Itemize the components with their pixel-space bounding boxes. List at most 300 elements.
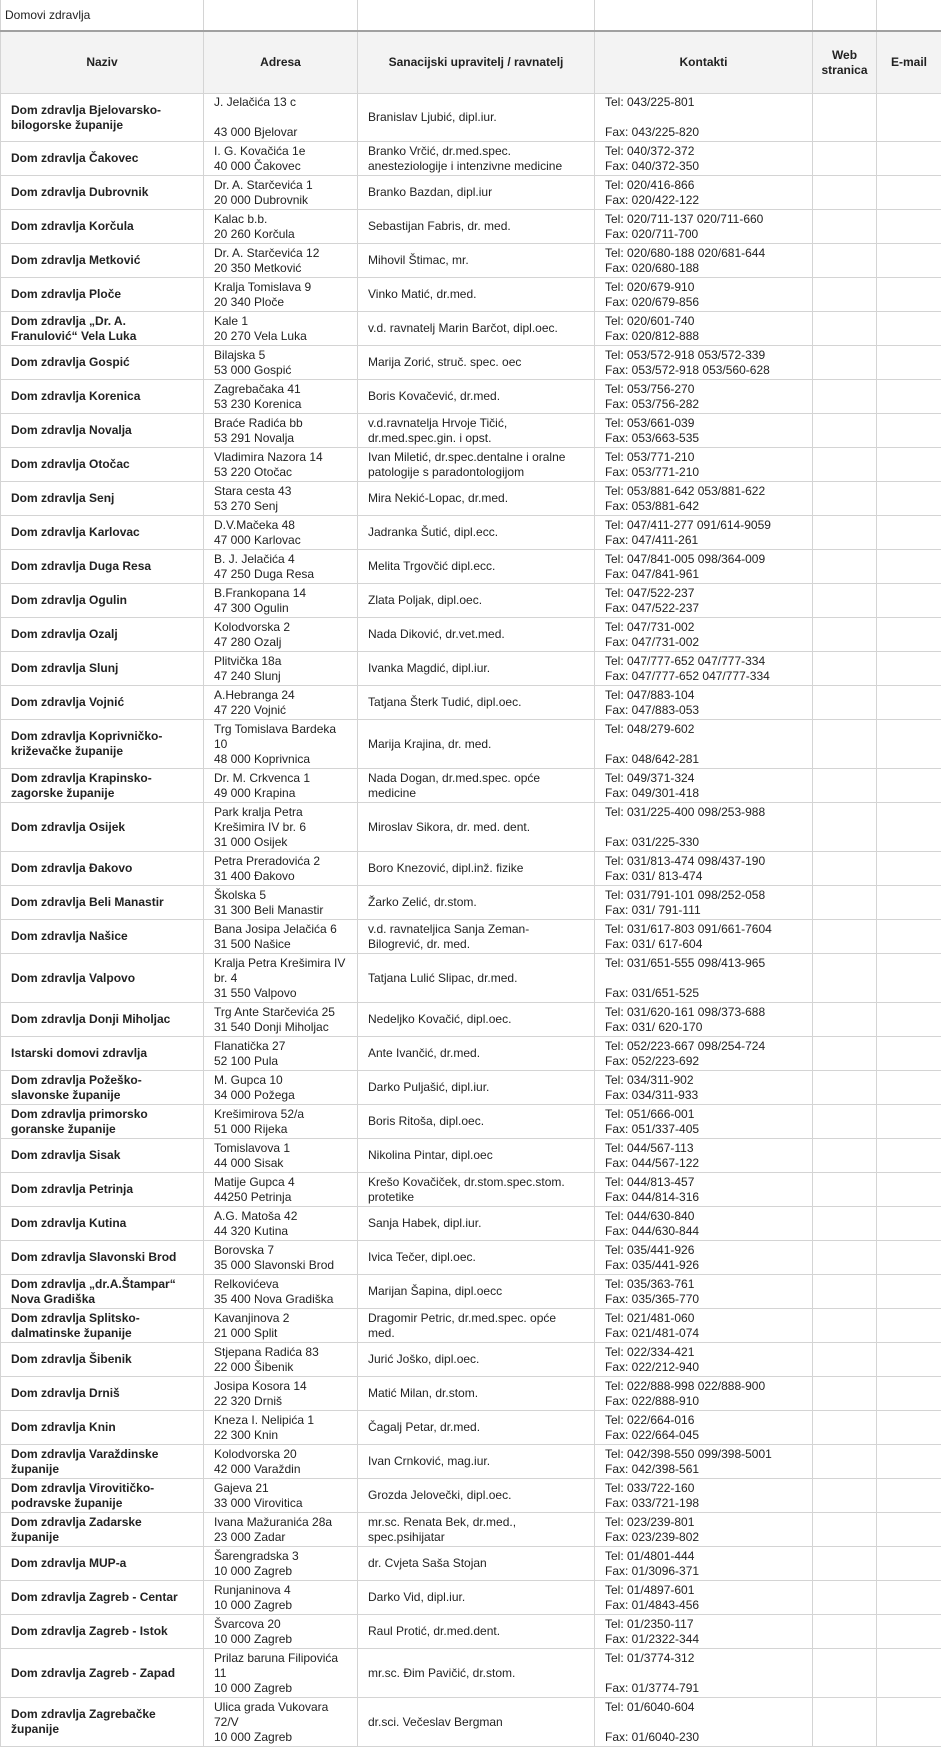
cell-kontakti: Tel: 034/311-902 Fax: 034/311-933 — [595, 1071, 813, 1105]
cell-web — [813, 1343, 877, 1377]
cell-upravitelj: Sanja Habek, dipl.iur. — [358, 1207, 595, 1241]
cell-email — [877, 1309, 941, 1343]
cell-adresa: Kneza I. Nelipića 1 22 300 Knin — [204, 1411, 358, 1445]
cell-web — [813, 142, 877, 176]
cell-web — [813, 278, 877, 312]
table-row — [1, 210, 941, 244]
cell-email — [877, 1241, 941, 1275]
cell-adresa: Stara cesta 43 53 270 Senj — [204, 482, 358, 516]
cell-email — [877, 1071, 941, 1105]
cell-upravitelj: Miroslav Sikora, dr. med. dent. — [358, 803, 595, 852]
cell-email — [877, 244, 941, 278]
cell-naziv: Dom zdravlja Zagreb - Istok — [1, 1615, 204, 1649]
cell-email — [877, 720, 941, 769]
cell-naziv: Dom zdravlja Ozalj — [1, 618, 204, 652]
cell-email — [877, 1547, 941, 1581]
cell-naziv: Dom zdravlja Korenica — [1, 380, 204, 414]
cell-adresa: D.V.Mačeka 48 47 000 Karlovac — [204, 516, 358, 550]
cell-adresa: Borovska 7 35 000 Slavonski Brod — [204, 1241, 358, 1275]
cell-naziv: Dom zdravlja Čakovec — [1, 142, 204, 176]
cell-kontakti: Tel: 044/630-840 Fax: 044/630-844 — [595, 1207, 813, 1241]
cell-email — [877, 1139, 941, 1173]
cell-kontakti: Tel: 020/679-910 Fax: 020/679-856 — [595, 278, 813, 312]
cell-email — [877, 886, 941, 920]
cell-kontakti: Tel: 053/661-039 Fax: 053/663-535 — [595, 414, 813, 448]
cell-adresa: Trg Ante Starčevića 25 31 540 Donji Miholjac — [204, 1003, 358, 1037]
cell-web — [813, 686, 877, 720]
cell-adresa: Kavanjinova 2 21 000 Split — [204, 1309, 358, 1343]
cell-naziv: Dom zdravlja Beli Manastir — [1, 886, 204, 920]
cell-naziv: Dom zdravlja Petrinja — [1, 1173, 204, 1207]
cell-adresa: Kralja Petra Krešimira IV br. 4 31 550 Valpovo — [204, 954, 358, 1003]
cell-upravitelj: Ivanka Magdić, dipl.iur. — [358, 652, 595, 686]
cell-upravitelj: Nada Dogan, dr.med.spec. opće medicine — [358, 769, 595, 803]
table-row — [1, 176, 941, 210]
cell-kontakti: Tel: 052/223-667 098/254-724 Fax: 052/223-692 — [595, 1037, 813, 1071]
table-row — [1, 380, 941, 414]
cell-web — [813, 803, 877, 852]
cell-adresa: Kolodvorska 20 42 000 Varaždin — [204, 1445, 358, 1479]
table-row — [1, 1309, 941, 1343]
cell-email — [877, 803, 941, 852]
table-row — [1, 652, 941, 686]
table-row — [1, 1139, 941, 1173]
cell-web — [813, 312, 877, 346]
cell-email — [877, 652, 941, 686]
cell-upravitelj: Mihovil Štimac, mr. — [358, 244, 595, 278]
cell-kontakti: Tel: 051/666-001 Fax: 051/337-405 — [595, 1105, 813, 1139]
cell-upravitelj: Raul Protić, dr.med.dent. — [358, 1615, 595, 1649]
cell-upravitelj: Mira Nekić-Lopac, dr.med. — [358, 482, 595, 516]
cell-email — [877, 1445, 941, 1479]
cell-naziv: Dom zdravlja Našice — [1, 920, 204, 954]
cell-email — [877, 1411, 941, 1445]
cell-adresa: A.Hebranga 24 47 220 Vojnić — [204, 686, 358, 720]
cell-adresa: Ivana Mažuranića 28a 23 000 Zadar — [204, 1513, 358, 1547]
page-title: Domovi zdravlja — [1, 0, 204, 31]
cell-kontakti: Tel: 035/363-761 Fax: 035/365-770 — [595, 1275, 813, 1309]
cell-naziv: Dom zdravlja Virovitičko-podravske županije — [1, 1479, 204, 1513]
cell-naziv: Dom zdravlja Ogulin — [1, 584, 204, 618]
cell-kontakti: Tel: 044/813-457 Fax: 044/814-316 — [595, 1173, 813, 1207]
cell-kontakti: Tel: 01/3774-312 Fax: 01/3774-791 — [595, 1649, 813, 1698]
cell-web — [813, 380, 877, 414]
cell-web — [813, 176, 877, 210]
cell-web — [813, 94, 877, 142]
cell-email — [877, 346, 941, 380]
cell-upravitelj: Boris Ritoša, dipl.oec. — [358, 1105, 595, 1139]
cell-adresa: Vladimira Nazora 14 53 220 Otočac — [204, 448, 358, 482]
cell-kontakti: Tel: 053/771-210 Fax: 053/771-210 — [595, 448, 813, 482]
cell-kontakti: Tel: 022/888-998 022/888-900 Fax: 022/888-910 — [595, 1377, 813, 1411]
cell-kontakti: Tel: 022/334-421 Fax: 022/212-940 — [595, 1343, 813, 1377]
cell-adresa: Švarcova 20 10 000 Zagreb — [204, 1615, 358, 1649]
cell-naziv: Dom zdravlja Senj — [1, 482, 204, 516]
cell-email — [877, 686, 941, 720]
cell-web — [813, 516, 877, 550]
table-row — [1, 516, 941, 550]
cell-naziv: Dom zdravlja Krapinsko-zagorske županije — [1, 769, 204, 803]
cell-kontakti: Tel: 053/881-642 053/881-622 Fax: 053/881-642 — [595, 482, 813, 516]
cell-adresa: B.Frankopana 14 47 300 Ogulin — [204, 584, 358, 618]
cell-adresa: Flanatička 27 52 100 Pula — [204, 1037, 358, 1071]
cell-upravitelj: Jurić Joško, dipl.oec. — [358, 1343, 595, 1377]
cell-web — [813, 1513, 877, 1547]
cell-kontakti: Tel: 035/441-926 Fax: 035/441-926 — [595, 1241, 813, 1275]
cell-web — [813, 1445, 877, 1479]
cell-adresa: Bana Josipa Jelačića 6 31 500 Našice — [204, 920, 358, 954]
table-row — [1, 954, 941, 1003]
cell-naziv: Dom zdravlja Donji Miholjac — [1, 1003, 204, 1037]
cell-email — [877, 278, 941, 312]
cell-adresa: Zagrebačaka 41 53 230 Korenica — [204, 380, 358, 414]
cell-web — [813, 1309, 877, 1343]
cell-kontakti: Tel: 022/664-016 Fax: 022/664-045 — [595, 1411, 813, 1445]
cell-kontakti: Tel: 020/601-740 Fax: 020/812-888 — [595, 312, 813, 346]
cell-web — [813, 346, 877, 380]
cell-kontakti: Tel: 031/813-474 098/437-190 Fax: 031/ 813-474 — [595, 852, 813, 886]
cell-adresa: Kralja Tomislava 9 20 340 Ploče — [204, 278, 358, 312]
table-row — [1, 1547, 941, 1581]
cell-adresa: Trg Tomislava Bardeka 10 48 000 Koprivnica — [204, 720, 358, 769]
cell-adresa: Park kralja Petra Krešimira IV br. 6 31 000 Osijek — [204, 803, 358, 852]
cell-kontakti: Tel: 047/522-237 Fax: 047/522-237 — [595, 584, 813, 618]
cell-naziv: Dom zdravlja „Dr. A. Franulović“ Vela Luka — [1, 312, 204, 346]
cell-email — [877, 1275, 941, 1309]
cell-naziv: Dom zdravlja MUP-a — [1, 1547, 204, 1581]
table-row — [1, 1411, 941, 1445]
cell-naziv: Dom zdravlja Vojnić — [1, 686, 204, 720]
cell-adresa: Gajeva 21 33 000 Virovitica — [204, 1479, 358, 1513]
cell-upravitelj: Tatjana Lulić Slipac, dr.med. — [358, 954, 595, 1003]
cell-kontakti: Tel: 048/279-602 Fax: 048/642-281 — [595, 720, 813, 769]
table-row — [1, 686, 941, 720]
cell-naziv: Dom zdravlja primorsko goranske županije — [1, 1105, 204, 1139]
cell-naziv: Dom zdravlja Koprivničko-križevačke županije — [1, 720, 204, 769]
table-row — [1, 1003, 941, 1037]
cell-kontakti: Tel: 031/620-161 098/373-688 Fax: 031/ 620-170 — [595, 1003, 813, 1037]
cell-kontakti: Tel: 031/791-101 098/252-058 Fax: 031/ 791-111 — [595, 886, 813, 920]
cell-email — [877, 1649, 941, 1698]
cell-upravitelj: Nada Diković, dr.vet.med. — [358, 618, 595, 652]
table-row — [1, 346, 941, 380]
cell-upravitelj: Marija Krajina, dr. med. — [358, 720, 595, 769]
cell-upravitelj: dr. Cvjeta Saša Stojan — [358, 1547, 595, 1581]
header-kontakti: Kontakti — [595, 31, 813, 94]
cell-kontakti: Tel: 033/722-160 Fax: 033/721-198 — [595, 1479, 813, 1513]
cell-email — [877, 1479, 941, 1513]
table-row — [1, 482, 941, 516]
cell-naziv: Dom zdravlja Drniš — [1, 1377, 204, 1411]
cell-web — [813, 1615, 877, 1649]
header-web: Web stranica — [813, 31, 877, 94]
cell-kontakti: Tel: 021/481-060 Fax: 021/481-074 — [595, 1309, 813, 1343]
cell-email — [877, 1037, 941, 1071]
cell-adresa: M. Gupca 10 34 000 Požega — [204, 1071, 358, 1105]
cell-naziv: Dom zdravlja Kutina — [1, 1207, 204, 1241]
cell-web — [813, 886, 877, 920]
cell-web — [813, 618, 877, 652]
cell-email — [877, 1615, 941, 1649]
cell-kontakti: Tel: 020/416-866 Fax: 020/422-122 — [595, 176, 813, 210]
cell-web — [813, 1173, 877, 1207]
cell-kontakti: Tel: 01/4801-444 Fax: 01/3096-371 — [595, 1547, 813, 1581]
cell-email — [877, 448, 941, 482]
cell-kontakti: Tel: 040/372-372 Fax: 040/372-350 — [595, 142, 813, 176]
cell-naziv: Dom zdravlja Knin — [1, 1411, 204, 1445]
cell-adresa: Kalac b.b. 20 260 Korčula — [204, 210, 358, 244]
cell-naziv: Dom zdravlja Zagreb - Zapad — [1, 1649, 204, 1698]
table-row — [1, 1037, 941, 1071]
cell-adresa: Dr. A. Starčevića 1 20 000 Dubrovnik — [204, 176, 358, 210]
table-row — [1, 142, 941, 176]
cell-naziv: Dom zdravlja Zagrebačke županije — [1, 1698, 204, 1747]
cell-email — [877, 1003, 941, 1037]
cell-upravitelj: Grozda Jelovečki, dipl.oec. — [358, 1479, 595, 1513]
cell-upravitelj: v.d. ravnatelj Marin Barčot, dipl.oec. — [358, 312, 595, 346]
cell-kontakti: Tel: 047/777-652 047/777-334 Fax: 047/777-652 047/777-334 — [595, 652, 813, 686]
cell-adresa: Dr. A. Starčevića 12 20 350 Metković — [204, 244, 358, 278]
header-upravitelj: Sanacijski upravitelj / ravnatelj — [358, 31, 595, 94]
table-row — [1, 312, 941, 346]
cell-naziv: Dom zdravlja Karlovac — [1, 516, 204, 550]
cell-email — [877, 1343, 941, 1377]
cell-upravitelj: v.d.ravnatelja Hrvoje Tičić, dr.med.spec.gin. i opst. — [358, 414, 595, 448]
cell-upravitelj: Darko Puljašić, dipl.iur. — [358, 1071, 595, 1105]
cell-email — [877, 769, 941, 803]
cell-adresa: Petra Preradovića 2 31 400 Đakovo — [204, 852, 358, 886]
cell-kontakti: Tel: 020/680-188 020/681-644 Fax: 020/680-188 — [595, 244, 813, 278]
cell-naziv: Dom zdravlja Osijek — [1, 803, 204, 852]
cell-web — [813, 954, 877, 1003]
cell-adresa: Školska 5 31 300 Beli Manastir — [204, 886, 358, 920]
table-row — [1, 920, 941, 954]
cell-adresa: B. J. Jelačića 4 47 250 Duga Resa — [204, 550, 358, 584]
cell-upravitelj: Ivan Crnković, mag.iur. — [358, 1445, 595, 1479]
cell-naziv: Dom zdravlja Duga Resa — [1, 550, 204, 584]
cell-web — [813, 769, 877, 803]
cell-naziv: Dom zdravlja Zagreb - Centar — [1, 1581, 204, 1615]
cell-upravitelj: Marijan Šapina, dipl.oecc — [358, 1275, 595, 1309]
cell-upravitelj: mr.sc. Đim Pavičić, dr.stom. — [358, 1649, 595, 1698]
cell-adresa: Josipa Kosora 14 22 320 Drniš — [204, 1377, 358, 1411]
cell-email — [877, 414, 941, 448]
cell-email — [877, 312, 941, 346]
header-adresa: Adresa — [204, 31, 358, 94]
cell-upravitelj: mr.sc. Renata Bek, dr.med., spec.psihijatar — [358, 1513, 595, 1547]
cell-adresa: J. Jelačića 13 c 43 000 Bjelovar — [204, 94, 358, 142]
cell-email — [877, 482, 941, 516]
cell-email — [877, 1581, 941, 1615]
header-email: E-mail — [877, 31, 941, 94]
cell-email — [877, 852, 941, 886]
cell-adresa: Braće Radića bb 53 291 Novalja — [204, 414, 358, 448]
cell-web — [813, 482, 877, 516]
cell-web — [813, 1547, 877, 1581]
cell-web — [813, 244, 877, 278]
cell-kontakti: Tel: 047/411-277 091/614-9059 Fax: 047/411-261 — [595, 516, 813, 550]
cell-email — [877, 176, 941, 210]
cell-adresa: Relkovićeva 35 400 Nova Gradiška — [204, 1275, 358, 1309]
cell-kontakti: Tel: 031/617-803 091/661-7604 Fax: 031/ 617-604 — [595, 920, 813, 954]
cell-kontakti: Tel: 031/651-555 098/413-965 Fax: 031/651-525 — [595, 954, 813, 1003]
cell-email — [877, 1207, 941, 1241]
cell-upravitelj: Jadranka Šutić, dipl.ecc. — [358, 516, 595, 550]
cell-web — [813, 1003, 877, 1037]
cell-upravitelj: Nedeljko Kovačić, dipl.oec. — [358, 1003, 595, 1037]
table-row — [1, 1105, 941, 1139]
cell-adresa: Runjaninova 4 10 000 Zagreb — [204, 1581, 358, 1615]
cell-kontakti: Tel: 047/841-005 098/364-009 Fax: 047/841-961 — [595, 550, 813, 584]
cell-adresa: A.G. Matoša 42 44 320 Kutina — [204, 1207, 358, 1241]
table-row — [1, 1445, 941, 1479]
cell-upravitelj: Darko Vid, dipl.iur. — [358, 1581, 595, 1615]
cell-upravitelj: Krešo Kovačiček, dr.stom.spec.stom. protetike — [358, 1173, 595, 1207]
table-row — [1, 584, 941, 618]
cell-upravitelj: Tatjana Šterk Tudić, dipl.oec. — [358, 686, 595, 720]
cell-naziv: Dom zdravlja Đakovo — [1, 852, 204, 886]
cell-naziv: Dom zdravlja Novalja — [1, 414, 204, 448]
cell-email — [877, 142, 941, 176]
cell-upravitelj: Ivica Tečer, dipl.oec. — [358, 1241, 595, 1275]
cell-email — [877, 380, 941, 414]
cell-email — [877, 954, 941, 1003]
cell-adresa: I. G. Kovačića 1e 40 000 Čakovec — [204, 142, 358, 176]
cell-naziv: Dom zdravlja Metković — [1, 244, 204, 278]
cell-upravitelj: Marija Zorić, struč. spec. oec — [358, 346, 595, 380]
cell-kontakti: Tel: 023/239-801 Fax: 023/239-802 — [595, 1513, 813, 1547]
cell-upravitelj: Ivan Miletić, dr.spec.dentalne i oralne patologije s paradontologijom — [358, 448, 595, 482]
table-row — [1, 803, 941, 852]
cell-upravitelj: Melita Trgovčić dipl.ecc. — [358, 550, 595, 584]
cell-web — [813, 920, 877, 954]
cell-upravitelj: Branko Bazdan, dipl.iur — [358, 176, 595, 210]
cell-naziv: Istarski domovi zdravlja — [1, 1037, 204, 1071]
cell-adresa: Stjepana Radića 83 22 000 Šibenik — [204, 1343, 358, 1377]
cell-naziv: Dom zdravlja Valpovo — [1, 954, 204, 1003]
cell-email — [877, 1513, 941, 1547]
header-naziv: Naziv — [1, 31, 204, 94]
cell-web — [813, 448, 877, 482]
cell-web — [813, 1479, 877, 1513]
cell-naziv: Dom zdravlja Požeško-slavonske županije — [1, 1071, 204, 1105]
cell-web — [813, 1275, 877, 1309]
table-row — [1, 1173, 941, 1207]
cell-naziv: Dom zdravlja Bjelovarsko-bilogorske županije — [1, 94, 204, 142]
cell-upravitelj: Dragomir Petric, dr.med.spec. opće med. — [358, 1309, 595, 1343]
table-row — [1, 1343, 941, 1377]
cell-upravitelj: Ante Ivančić, dr.med. — [358, 1037, 595, 1071]
cell-kontakti: Tel: 053/572-918 053/572-339 Fax: 053/572-918 053/560-628 — [595, 346, 813, 380]
cell-web — [813, 210, 877, 244]
cell-kontakti: Tel: 043/225-801 Fax: 043/225-820 — [595, 94, 813, 142]
cell-naziv: Dom zdravlja Gospić — [1, 346, 204, 380]
cell-naziv: Dom zdravlja Šibenik — [1, 1343, 204, 1377]
cell-adresa: Kolodvorska 2 47 280 Ozalj — [204, 618, 358, 652]
cell-upravitelj: dr.sci. Večeslav Bergman — [358, 1698, 595, 1747]
table-row — [1, 1649, 941, 1698]
cell-email — [877, 1173, 941, 1207]
cell-adresa: Tomislavova 1 44 000 Sisak — [204, 1139, 358, 1173]
table-body — [1, 94, 941, 1747]
table-row — [1, 618, 941, 652]
cell-kontakti: Tel: 031/225-400 098/253-988 Fax: 031/225-330 — [595, 803, 813, 852]
cell-upravitelj: Boris Kovačević, dr.med. — [358, 380, 595, 414]
cell-web — [813, 1649, 877, 1698]
cell-upravitelj: Sebastijan Fabris, dr. med. — [358, 210, 595, 244]
cell-email — [877, 1377, 941, 1411]
cell-adresa: Plitvička 18a 47 240 Slunj — [204, 652, 358, 686]
cell-adresa: Prilaz baruna Filipovića 11 10 000 Zagreb — [204, 1649, 358, 1698]
table-row — [1, 1241, 941, 1275]
table-row — [1, 1479, 941, 1513]
cell-adresa: Matije Gupca 4 44250 Petrinja — [204, 1173, 358, 1207]
cell-naziv: Dom zdravlja Dubrovnik — [1, 176, 204, 210]
cell-kontakti: Tel: 01/4897-601 Fax: 01/4843-456 — [595, 1581, 813, 1615]
cell-kontakti: Tel: 020/711-137 020/711-660 Fax: 020/711-700 — [595, 210, 813, 244]
cell-upravitelj: Matić Milan, dr.stom. — [358, 1377, 595, 1411]
table-row — [1, 1275, 941, 1309]
cell-upravitelj: Branislav Ljubić, dipl.iur. — [358, 94, 595, 142]
table-row — [1, 448, 941, 482]
cell-web — [813, 852, 877, 886]
cell-web — [813, 1037, 877, 1071]
cell-email — [877, 550, 941, 584]
cell-upravitelj: Boro Knezović, dipl.inž. fizike — [358, 852, 595, 886]
cell-web — [813, 1071, 877, 1105]
table-row — [1, 1581, 941, 1615]
cell-adresa: Ulica grada Vukovara 72/V 10 000 Zagreb — [204, 1698, 358, 1747]
cell-adresa: Šarengradska 3 10 000 Zagreb — [204, 1547, 358, 1581]
table-row — [1, 1615, 941, 1649]
cell-kontakti: Tel: 01/2350-117 Fax: 01/2322-344 — [595, 1615, 813, 1649]
table-row — [1, 414, 941, 448]
cell-naziv: Dom zdravlja Splitsko-dalmatinske županije — [1, 1309, 204, 1343]
cell-web — [813, 550, 877, 584]
cell-web — [813, 1207, 877, 1241]
cell-web — [813, 584, 877, 618]
cell-naziv: Dom zdravlja Zadarske županije — [1, 1513, 204, 1547]
table-row — [1, 1207, 941, 1241]
cell-web — [813, 652, 877, 686]
cell-email — [877, 516, 941, 550]
cell-web — [813, 1411, 877, 1445]
cell-upravitelj: Nikolina Pintar, dipl.oec — [358, 1139, 595, 1173]
cell-naziv: Dom zdravlja Korčula — [1, 210, 204, 244]
cell-adresa: Kale 1 20 270 Vela Luka — [204, 312, 358, 346]
cell-kontakti: Tel: 044/567-113 Fax: 044/567-122 — [595, 1139, 813, 1173]
cell-upravitelj: v.d. ravnateljica Sanja Zeman-Bilogrević, dr. med. — [358, 920, 595, 954]
table-row — [1, 1377, 941, 1411]
cell-naziv: Dom zdravlja Varaždinske županije — [1, 1445, 204, 1479]
table-row — [1, 550, 941, 584]
table-row — [1, 244, 941, 278]
table-row — [1, 720, 941, 769]
cell-kontakti: Tel: 01/6040-604 Fax: 01/6040-230 — [595, 1698, 813, 1747]
cell-adresa: Dr. M. Crkvenca 1 49 000 Krapina — [204, 769, 358, 803]
cell-naziv: Dom zdravlja Otočac — [1, 448, 204, 482]
cell-kontakti: Tel: 049/371-324 Fax: 049/301-418 — [595, 769, 813, 803]
cell-email — [877, 1105, 941, 1139]
cell-naziv: Dom zdravlja Slunj — [1, 652, 204, 686]
cell-adresa: Krešimirova 52/a 51 000 Rijeka — [204, 1105, 358, 1139]
cell-email — [877, 210, 941, 244]
cell-naziv: Dom zdravlja Ploče — [1, 278, 204, 312]
cell-upravitelj: Zlata Poljak, dipl.oec. — [358, 584, 595, 618]
cell-naziv: Dom zdravlja Slavonski Brod — [1, 1241, 204, 1275]
cell-kontakti: Tel: 047/731-002 Fax: 047/731-002 — [595, 618, 813, 652]
cell-web — [813, 720, 877, 769]
